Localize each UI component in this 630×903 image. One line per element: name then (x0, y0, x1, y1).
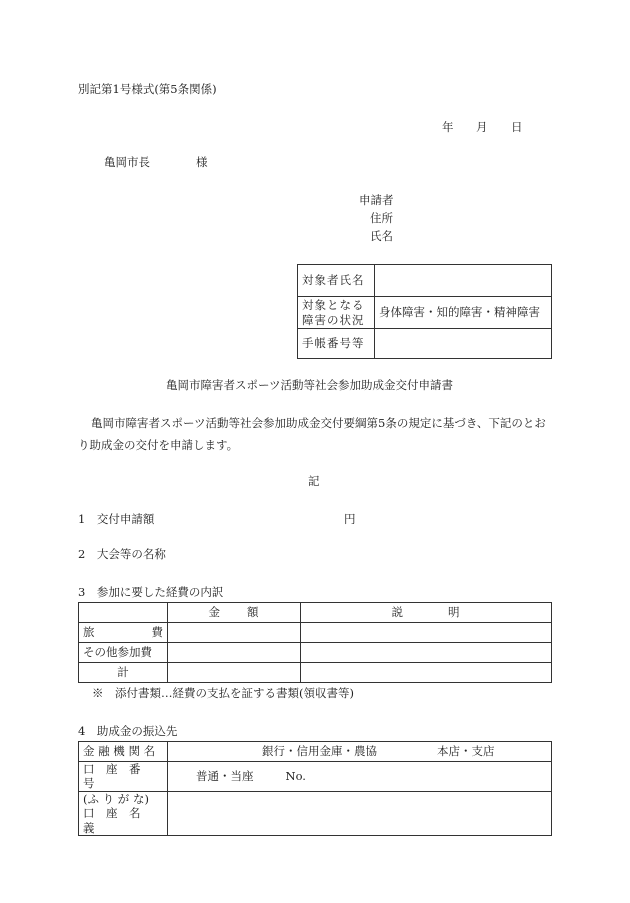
branch-types: 本店・支店 (437, 744, 495, 759)
travel-amount-field[interactable] (168, 623, 301, 643)
institution-field[interactable] (168, 742, 552, 762)
expense-row-other-label: その他参加費 (79, 643, 168, 663)
institution-types: 銀行・信用金庫・農協 (262, 744, 377, 759)
total-description-field[interactable] (301, 663, 552, 683)
addressee: 亀岡市長 (104, 155, 150, 169)
item4-label: 4 助成金の振込先 (78, 724, 178, 738)
handbook-label: 手帳番号等 (298, 329, 375, 359)
document-title: 亀岡市障害者スポーツ活動等社会参加助成金交付申請書 (166, 378, 454, 392)
applicant-title: 申請者 (359, 193, 394, 207)
expense-header-amount-a: 金 (208, 605, 221, 620)
disability-label-line2: 障害の状況 (302, 312, 365, 327)
expense-header-amount (168, 603, 301, 623)
account-types: 普通・当座 (196, 769, 254, 784)
disability-label (298, 297, 375, 329)
account-number-label: 口 座 番 号 (79, 762, 168, 792)
travel-label-a: 旅 (83, 625, 95, 640)
bank-transfer-table (78, 741, 552, 836)
honorific: 様 (196, 155, 208, 169)
other-description-field[interactable] (301, 643, 552, 663)
disability-label-line1: 対象となる (302, 298, 365, 313)
expense-header-desc-a: 説 (391, 605, 404, 620)
item2-label: 2 大会等の名称 (78, 547, 166, 561)
expense-table (78, 602, 552, 683)
expense-row-travel-label (79, 623, 168, 643)
attachment-note: ※ 添付書類…経費の支払を証する書類(領収書等) (92, 686, 354, 700)
travel-description-field[interactable] (301, 623, 552, 643)
account-name-label (79, 791, 168, 835)
form-number: 別記第1号様式(第5条関係) (78, 82, 217, 96)
body-line-2: り助成金の交付を申請します。 (78, 438, 239, 452)
number-mark: No. (285, 769, 306, 784)
date-day: 日 (511, 120, 523, 134)
target-name-label: 対象者氏名 (298, 265, 375, 297)
other-amount-field[interactable] (168, 643, 301, 663)
applicant-info-table (297, 264, 552, 359)
ki-mark: 記 (308, 474, 320, 488)
expense-header-desc-b: 明 (448, 605, 461, 620)
body-line-1: 亀岡市障害者スポーツ活動等社会参加助成金交付要綱第5条の規定に基づき、下記のとお (91, 416, 546, 430)
account-name-field[interactable] (168, 791, 552, 835)
expense-header-blank (79, 603, 168, 623)
item1-label: 1 交付申請額 (78, 512, 155, 526)
disability-options[interactable]: 身体障害・知的障害・精神障害 (375, 297, 552, 329)
date-year: 年 (442, 120, 454, 134)
expense-row-total-label: 計 (79, 663, 168, 683)
handbook-field[interactable] (375, 329, 552, 359)
expense-header-description (301, 603, 552, 623)
item1-unit: 円 (344, 512, 356, 526)
applicant-address-label: 住所 (370, 211, 393, 225)
total-amount-field[interactable] (168, 663, 301, 683)
furigana-label: (ふ り が な) (83, 791, 149, 806)
travel-label-b: 費 (151, 625, 163, 640)
expense-header-amount-b: 額 (247, 605, 260, 620)
account-number-field[interactable] (168, 762, 552, 792)
applicant-name-label: 氏名 (370, 229, 393, 243)
account-name-label-text: 口 座 名 義 (83, 806, 152, 835)
item3-label: 3 参加に要した経費の内訳 (78, 585, 224, 599)
target-name-field[interactable] (375, 265, 552, 297)
date-month: 月 (476, 120, 488, 134)
institution-label: 金 融 機 関 名 (79, 742, 168, 762)
